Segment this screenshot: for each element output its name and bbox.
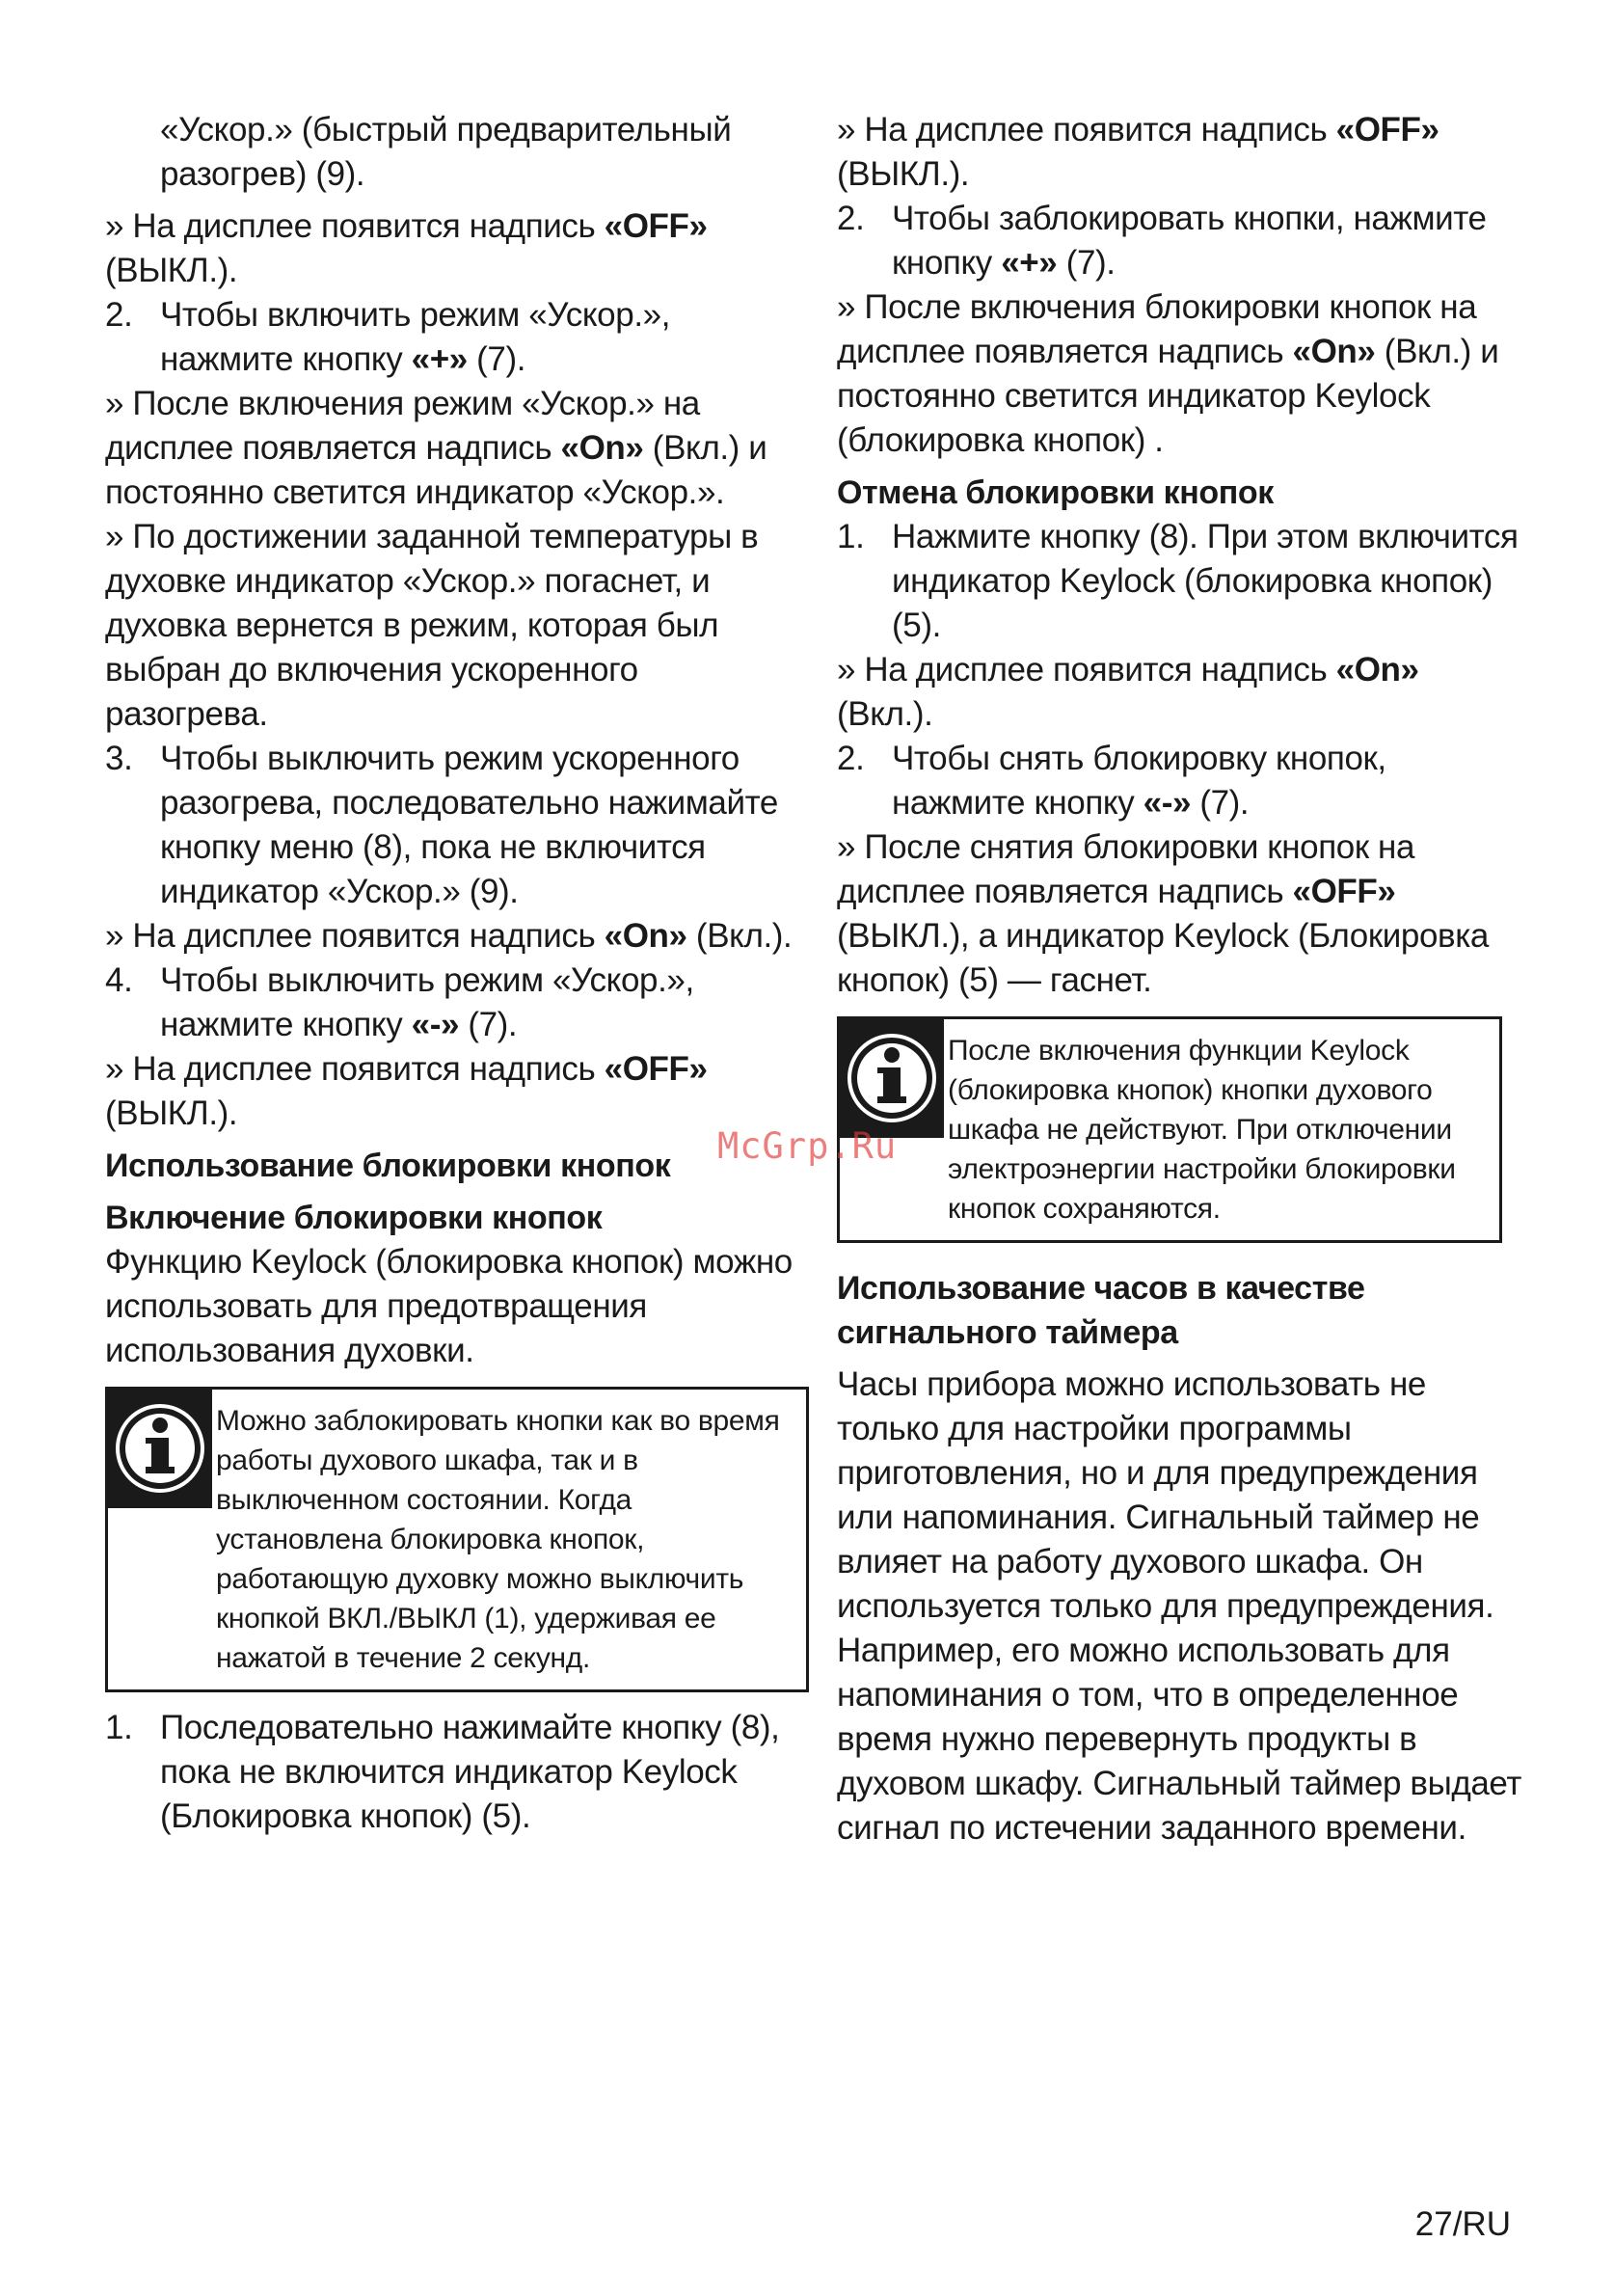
paragraph: Часы прибора можно использовать не только для настройки программы приготовления, но и для предупреждения или напоминания. Сигнальный таймер не влияет на работу духового шкафа. Он используется только для предупреждения. Например, его можно использовать для напоминания о том, что в определенное время нужно перевернуть продукты в духовом шкафу. Сигнальный таймер выдает сигнал по истечении заданного времени. (837, 1365, 1521, 1847)
page-number: 27/RU (1414, 2205, 1511, 2243)
right-column (837, 108, 1521, 1850)
paragraph: » На дисплее появится надпись «OFF» (ВЫКЛ.). (105, 207, 708, 289)
note-text: После включения функции Keylock (блокировка кнопок) кнопки духового шкафа не действуют. При отключении электроэнергии настройки блокировки кнопок сохраняются. (948, 1035, 1456, 1225)
paragraph: » На дисплее появится надпись «On» (Вкл.). (105, 917, 793, 955)
subsection-heading: Отмена блокировки кнопок (837, 474, 1274, 511)
paragraph: Функцию Keylock (блокировка кнопок) можно использовать для предотвращения использования духовки. (105, 1243, 793, 1369)
info-note (105, 1387, 809, 1692)
subsection-heading: Включение блокировки кнопок (105, 1200, 603, 1236)
info-icon (108, 1390, 212, 1508)
paragraph: » На дисплее появится надпись «OFF» (ВЫКЛ.). (105, 1050, 708, 1132)
paragraph: » На дисплее появится надпись «OFF» (ВЫКЛ.). (837, 111, 1439, 193)
note-text: Можно заблокировать кнопки как во время работы духового шкафа, так и в выключенном состоянии. Когда установлена блокировка кнопок, работающую духовку можно выключить кнопкой ВКЛ./ВЫКЛ (1), удерживая ее нажатой в течение 2 секунд. (216, 1405, 780, 1674)
paragraph: » По достижении заданной температуры в духовке индикатор «Ускор.» погаснет, и духовка вернется в режим, которая был выбран до включения ускоренного разогрева. (105, 518, 759, 733)
info-note (837, 1016, 1502, 1243)
left-column (105, 108, 809, 1839)
list-item: 2. Чтобы включить режим «Ускор.», нажмите кнопку «+» (7). (105, 296, 671, 378)
list-item: 2. Чтобы снять блокировку кнопок, нажмите кнопку «-» (7). (837, 740, 1386, 822)
list-item: 1. Последовательно нажимайте кнопку (8), пока не включится индикатор Keylock (Блокировка кнопок) (5). (105, 1709, 780, 1835)
paragraph: «Ускор.» (быстрый предварительный разогрев) (9). (160, 111, 732, 193)
watermark: McGrp.Ru (717, 1125, 898, 1167)
list-item: 1. Нажмите кнопку (8). При этом включится индикатор Keylock (блокировка кнопок) (5). (837, 518, 1519, 644)
section-heading: Использование часов в качестве сигнального таймера (837, 1270, 1365, 1351)
paragraph: » После включения режим «Ускор.» на дисплее появляется надпись «On» (Вкл.) и постоянно светится индикатор «Ускор.». (105, 385, 767, 511)
paragraph: » После включения блокировки кнопок на дисплее появляется надпись «On» (Вкл.) и постоянно светится индикатор Keylock (блокировка кнопок) . (837, 288, 1499, 459)
info-icon (840, 1019, 944, 1138)
paragraph: » На дисплее появится надпись «On» (Вкл.). (837, 651, 1419, 733)
list-item: 3. Чтобы выключить режим ускоренного разогрева, последовательно нажимайте кнопку меню (8), пока не включится индикатор «Ускор.» (9). (105, 740, 778, 910)
list-item: 2. Чтобы заблокировать кнопки, нажмите кнопку «+» (7). (837, 200, 1487, 282)
section-heading: Использование блокировки кнопок (105, 1148, 671, 1184)
list-item: 4. Чтобы выключить режим «Ускор.», нажмите кнопку «-» (7). (105, 961, 694, 1043)
paragraph: » После снятия блокировки кнопок на дисплее появляется надпись «OFF» (ВЫКЛ.), а индикатор Keylock (Блокировка кнопок) (5) — гаснет. (837, 828, 1490, 999)
